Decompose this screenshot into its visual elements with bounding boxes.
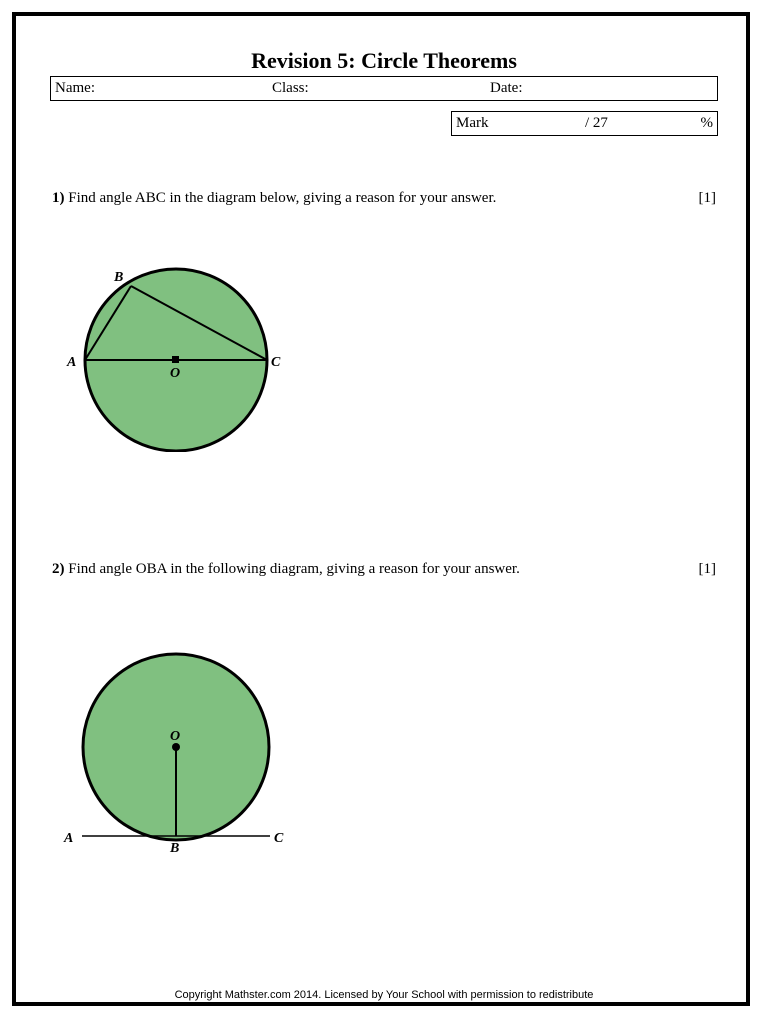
q2-label-o: O [170, 729, 181, 744]
q1-label-c: C [271, 355, 281, 370]
name-label: Name: [55, 80, 95, 96]
class-label: Class: [272, 80, 309, 96]
mark-total: / 27 [585, 115, 608, 131]
date-label: Date: [490, 80, 523, 96]
question-1-number: 1) [52, 190, 65, 206]
question-1-marks: [1] [698, 190, 716, 206]
question-1-text [52, 190, 496, 207]
q2-label-a: A [64, 831, 74, 846]
question-2-marks: [1] [698, 561, 716, 577]
copyright-footer: Copyright Mathster.com 2014. Licensed by Your School with permission to redistribute [174, 989, 594, 1001]
question-2-prompt: Find angle OBA in the following diagram, giving a reason for your answer. [68, 561, 520, 577]
mark-label: Mark [456, 115, 489, 131]
q2-center-point [172, 743, 180, 751]
mark-box [451, 111, 718, 136]
q1-label-b: B [114, 270, 124, 285]
question-1-diagram [60, 262, 300, 452]
q1-label-a: A [67, 355, 77, 370]
mark-percent: % [700, 115, 713, 131]
question-2-text [52, 561, 520, 578]
q2-label-b: B [170, 841, 180, 856]
question-2-diagram [60, 652, 300, 862]
page-title: Revision 5: Circle Theorems [251, 48, 517, 73]
question-2-number: 2) [52, 561, 65, 577]
student-info-box [50, 76, 718, 101]
question-1-prompt: Find angle ABC in the diagram below, giving a reason for your answer. [68, 190, 497, 206]
q1-center-point [172, 356, 179, 363]
q1-label-o: O [170, 366, 181, 381]
q2-label-c: C [274, 831, 284, 846]
